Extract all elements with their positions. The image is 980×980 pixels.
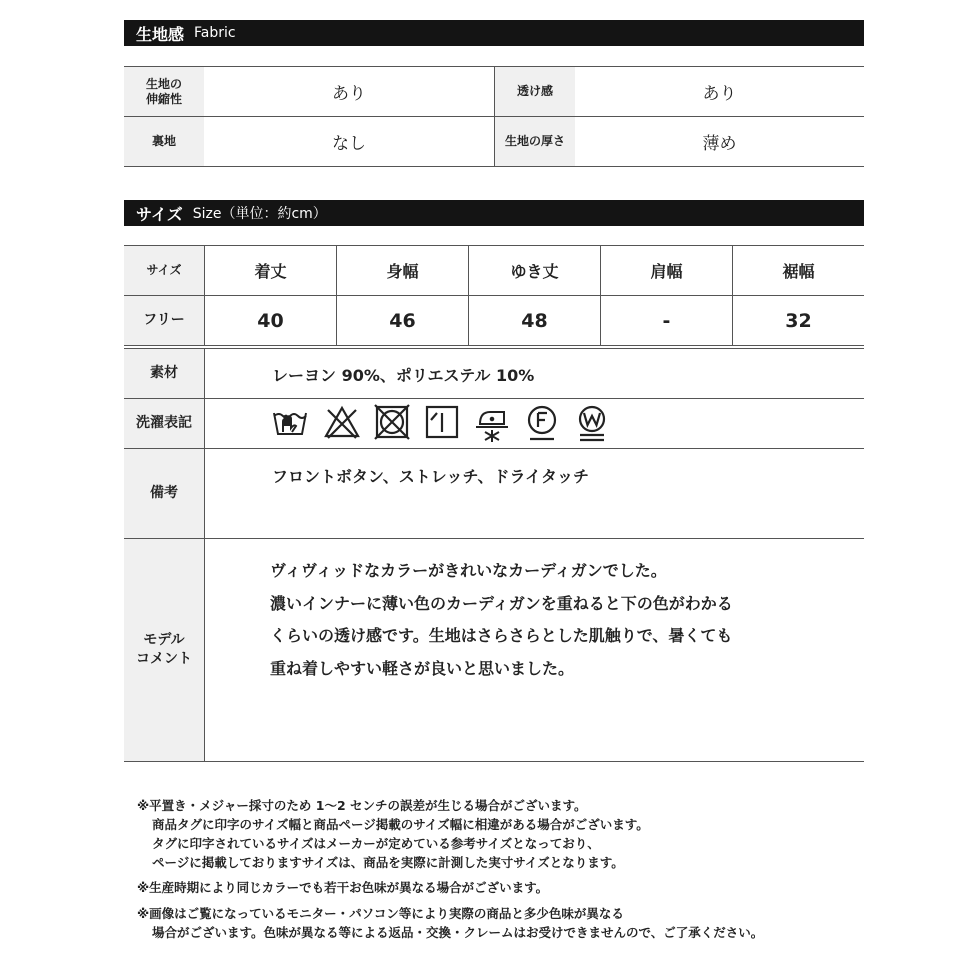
care-symbols xyxy=(272,404,610,442)
disclaimer-line: ※生産時期により同じカラーでも若干お色味が異なる場合がございます。 xyxy=(137,880,549,895)
size-value-hem: 32 xyxy=(785,309,812,332)
size-title-jp: サイズ xyxy=(136,204,183,224)
low-iron-icon xyxy=(474,404,510,442)
material-value: レーヨン 90%、ポリエステル 10% xyxy=(272,366,535,385)
line-dry-icon xyxy=(424,404,460,442)
details-border-notes xyxy=(124,538,864,539)
size-row-label: フリー xyxy=(143,312,185,328)
notes-label: 備考 xyxy=(150,485,178,501)
details-double-border-1 xyxy=(124,345,864,346)
details-border-material xyxy=(124,398,864,399)
disclaimer-block-2 xyxy=(137,878,548,897)
hand-wash-icon xyxy=(272,404,308,442)
details-border-care xyxy=(124,448,864,449)
sheerness-label: 透け感 xyxy=(516,84,553,98)
comment-line: ヴィヴィッドなカラーがきれいなカーディガンでした。 xyxy=(270,561,667,580)
model-comment-label: モデル コメント xyxy=(136,632,192,667)
size-header-shoulder: 肩幅 xyxy=(650,262,683,281)
details-divider xyxy=(204,348,205,761)
size-value-length: 40 xyxy=(257,309,284,332)
comment-line: 濃いインナーに薄い色のカーディガンを重ねると下の色がわかる xyxy=(270,593,733,613)
details-double-border-2 xyxy=(124,348,864,349)
size-section-header xyxy=(124,200,864,226)
care-label: 洗濯表記 xyxy=(136,415,192,431)
size-header-label: サイズ xyxy=(146,263,182,277)
comment-line: くらいの透け感です。生地はさらさらとした肌触りで、暑くても xyxy=(270,626,733,645)
size-header-sleeve: ゆき丈 xyxy=(510,262,559,281)
notes-value: フロントボタン、ストレッチ、ドライタッチ xyxy=(272,467,589,486)
details-bottom-border xyxy=(124,761,864,762)
disclaimer-line: ※平置き・メジャー採寸のため 1～2 センチの誤差が生じる場合がございます。 xyxy=(137,798,587,813)
thickness-label: 生地の厚さ xyxy=(504,134,565,148)
dry-clean-f-icon xyxy=(524,404,560,442)
size-title-en: Size（単位：約cm） xyxy=(192,206,327,222)
disclaimer-line: タグに印字されているサイズはメーカーが定めている参考サイズとなっており、 xyxy=(152,836,600,851)
stretch-value: あり xyxy=(332,84,366,104)
size-header-hem: 裾幅 xyxy=(782,262,815,281)
fabric-section-header xyxy=(124,20,864,46)
size-value-shoulder: - xyxy=(662,309,671,332)
disclaimer-block-1 xyxy=(137,796,649,872)
disclaimer-block-3 xyxy=(137,904,763,942)
model-comment-text xyxy=(270,559,733,689)
wet-clean-w-icon xyxy=(574,404,610,442)
stretch-label: 生地の 伸縮性 xyxy=(145,76,182,106)
size-value-width: 46 xyxy=(389,309,416,332)
fabric-title-en: Fabric xyxy=(194,25,236,41)
material-label: 素材 xyxy=(150,365,178,381)
thickness-value: 薄め xyxy=(702,134,737,154)
no-bleach-icon xyxy=(324,404,360,442)
disclaimer-line: 場合がございます。色味が異なる等による返品・交換・クレームはお受けできませんので、ご了承ください。 xyxy=(152,925,764,940)
lining-value: なし xyxy=(332,134,366,154)
disclaimer-line: ※画像はご覧になっているモニター・パソコン等により実際の商品と多少色味が異なる xyxy=(137,906,624,921)
fabric-title-jp: 生地感 xyxy=(136,24,185,44)
no-tumble-dry-icon xyxy=(374,404,410,442)
size-header-width: 身幅 xyxy=(386,262,419,281)
disclaimer-line: 商品タグに印字のサイズ幅と商品ページ掲載のサイズ幅に相違がある場合がございます。 xyxy=(152,817,649,832)
sheerness-value: あり xyxy=(702,84,737,104)
disclaimer-line: ページに掲載しておりますサイズは、商品を実際に計測した実寸サイズとなります。 xyxy=(152,855,624,870)
size-header-length: 着丈 xyxy=(254,262,287,281)
comment-line: 重ね着しやすい軽さが良いと思いました。 xyxy=(270,658,575,678)
lining-label: 裏地 xyxy=(151,134,176,148)
size-value-sleeve: 48 xyxy=(521,309,548,332)
